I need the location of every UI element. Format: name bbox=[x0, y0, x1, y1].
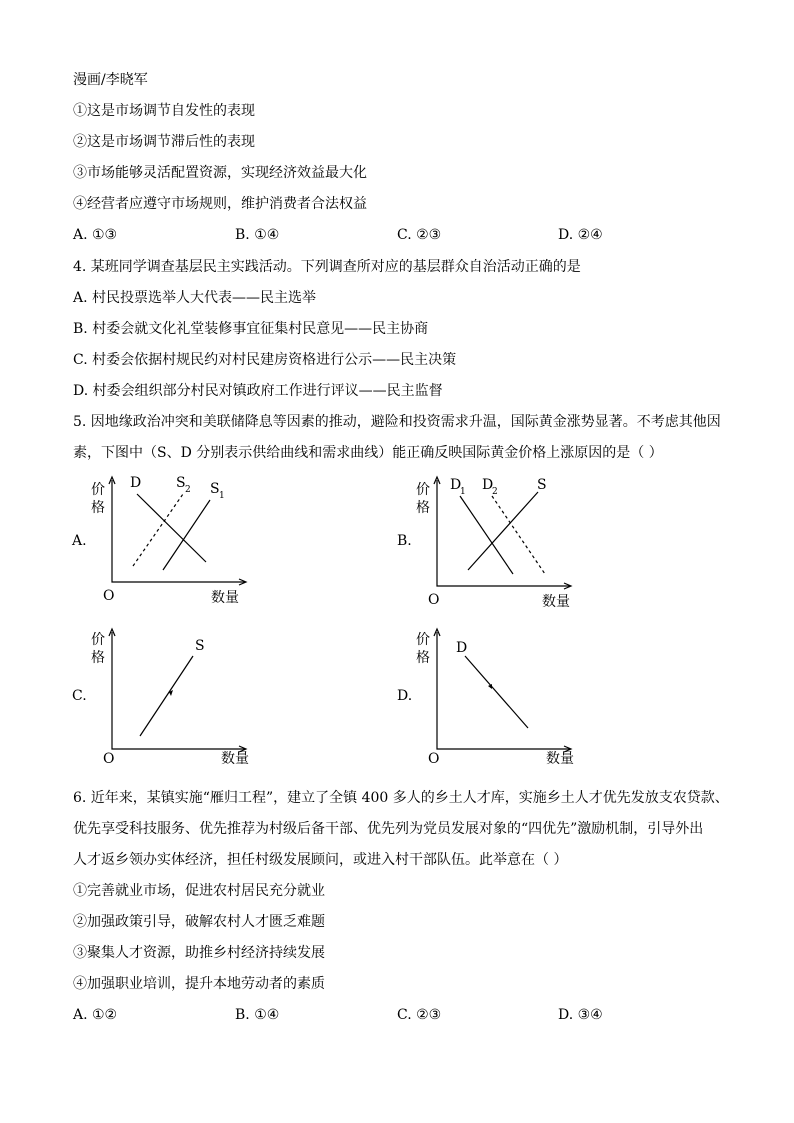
graph-b-curve-d1-label: D bbox=[450, 477, 462, 493]
q6-statement-1: ①完善就业市场，促进农村居民充分就业 bbox=[73, 883, 325, 899]
graph-a-price-bottom: 格 bbox=[91, 500, 105, 516]
q6-option-b[interactable]: B. ①④ bbox=[235, 1007, 280, 1023]
graph-a-quantity-label: 数量 bbox=[211, 590, 239, 606]
graph-c-axes bbox=[112, 632, 245, 749]
q4-stem: 4. 某班同学调查基层民主实践活动。下列调查所对应的基层群众自治活动正确的是 bbox=[73, 259, 581, 275]
q3-option-a[interactable]: A. ①③ bbox=[73, 227, 118, 243]
q6-statement-2: ②加强政策引导，破解农村人才匮乏难题 bbox=[73, 914, 325, 930]
graph-c bbox=[85, 626, 265, 766]
graph-a-option-label[interactable]: A. bbox=[72, 533, 87, 549]
graph-b-curve-d1-sub: 1 bbox=[460, 487, 466, 497]
graph-a-curve-s2-label: S bbox=[176, 475, 186, 491]
graph-a-curve-d bbox=[137, 494, 206, 562]
q6-statement-3: ③聚集人才资源，助推乡村经济持续发展 bbox=[73, 945, 325, 961]
cartoon-credit: 漫画/李晓军 bbox=[73, 72, 148, 88]
graph-c-curve-s bbox=[140, 656, 193, 736]
graph-a-curve-s1-sub: 1 bbox=[219, 491, 225, 501]
graph-d bbox=[410, 626, 590, 766]
graph-b-curve-d1 bbox=[460, 496, 513, 574]
q3-statement-3: ③市场能够灵活配置资源，实现经济效益最大化 bbox=[73, 165, 367, 181]
graph-c-price-bottom: 格 bbox=[91, 650, 105, 666]
q6-stem-line-3: 人才返乡领办实体经济，担任村级发展顾问，或进入村干部队伍。此举意在（ ） bbox=[73, 852, 568, 868]
q5-stem-line-2: 素，下图中（S、D 分别表示供给曲线和需求曲线）能正确反映国际黄金价格上涨原因的是（ ） bbox=[73, 445, 663, 461]
q5-stem-line-1: 5. 因地缘政治冲突和美联储降息等因素的推动，避险和投资需求升温，国际黄金涨势显著。不考虑其他因 bbox=[73, 414, 721, 430]
q6-option-c[interactable]: C. ②③ bbox=[397, 1007, 442, 1023]
graph-b-option-label[interactable]: B. bbox=[397, 533, 412, 549]
q6-option-a[interactable]: A. ①② bbox=[73, 1007, 118, 1023]
q3-statement-4: ④经营者应遵守市场规则，维护消费者合法权益 bbox=[73, 196, 367, 212]
graph-c-price-top: 价 bbox=[91, 632, 105, 648]
graph-a-origin: O bbox=[103, 588, 115, 604]
q4-option-a[interactable]: A. 村民投票选举人大代表——民主选举 bbox=[73, 290, 317, 306]
graph-a-price-top: 价 bbox=[91, 482, 105, 498]
graph-d-origin: O bbox=[428, 751, 440, 767]
q3-option-b[interactable]: B. ①④ bbox=[235, 227, 280, 243]
q6-option-d[interactable]: D. ③④ bbox=[558, 1007, 603, 1023]
graph-a-curve-s2-sub: 2 bbox=[185, 485, 191, 495]
graph-a-curve-s2 bbox=[133, 494, 183, 566]
q6-stem-line-1: 6. 近年来，某镇实施“雁归工程”，建立了全镇 400 多人的乡土人才库，实施乡土人才优先发放支农贷款、 bbox=[73, 790, 729, 806]
graph-c-curve-s-label: S bbox=[195, 638, 205, 654]
q4-option-c[interactable]: C. 村委会依据村规民约对村民建房资格进行公示——民主决策 bbox=[73, 352, 457, 368]
graph-d-curve-d bbox=[465, 656, 528, 728]
graph-a-axes bbox=[112, 480, 245, 582]
graph-d-price-bottom: 格 bbox=[416, 650, 430, 666]
q4-option-b[interactable]: B. 村委会就文化礼堂装修事宜征集村民意见——民主协商 bbox=[73, 321, 429, 337]
graph-b-curve-s-label: S bbox=[537, 477, 547, 493]
graph-b-price-bottom: 格 bbox=[416, 500, 430, 516]
graph-c-option-label[interactable]: C. bbox=[72, 688, 87, 704]
graph-a bbox=[85, 470, 265, 610]
graph-c-origin: O bbox=[103, 751, 115, 767]
q3-option-c[interactable]: C. ②③ bbox=[397, 227, 442, 243]
q6-statement-4: ④加强职业培训，提升本地劳动者的素质 bbox=[73, 976, 325, 992]
graph-d-curve-d-label: D bbox=[456, 640, 468, 656]
graph-b-quantity-label: 数量 bbox=[542, 594, 570, 610]
q3-statement-2: ②这是市场调节滞后性的表现 bbox=[73, 134, 255, 150]
graph-b bbox=[410, 470, 590, 610]
graph-b-axes bbox=[437, 480, 570, 586]
graph-c-quantity-label: 数量 bbox=[221, 751, 249, 767]
graph-d-quantity-label: 数量 bbox=[546, 751, 574, 767]
graph-b-curve-d2-sub: 2 bbox=[492, 487, 498, 497]
q6-stem-line-2: 优先享受科技服务、优先推荐为村级后备干部、优先列为党员发展对象的“四优先”激励机制，引导外出 bbox=[73, 821, 704, 837]
graph-b-curve-d2-label: D bbox=[482, 477, 494, 493]
graph-d-price-top: 价 bbox=[416, 632, 430, 648]
graph-b-price-top: 价 bbox=[416, 482, 430, 498]
q3-statement-1: ①这是市场调节自发性的表现 bbox=[73, 103, 255, 119]
graph-a-curve-d-label: D bbox=[130, 475, 142, 491]
graph-a-curve-s1-label: S bbox=[210, 481, 220, 497]
graph-b-origin: O bbox=[428, 592, 440, 608]
q4-option-d[interactable]: D. 村委会组织部分村民对镇政府工作进行评议——民主监督 bbox=[73, 383, 443, 399]
q3-option-d[interactable]: D. ②④ bbox=[558, 227, 603, 243]
graph-d-option-label[interactable]: D. bbox=[397, 688, 413, 704]
